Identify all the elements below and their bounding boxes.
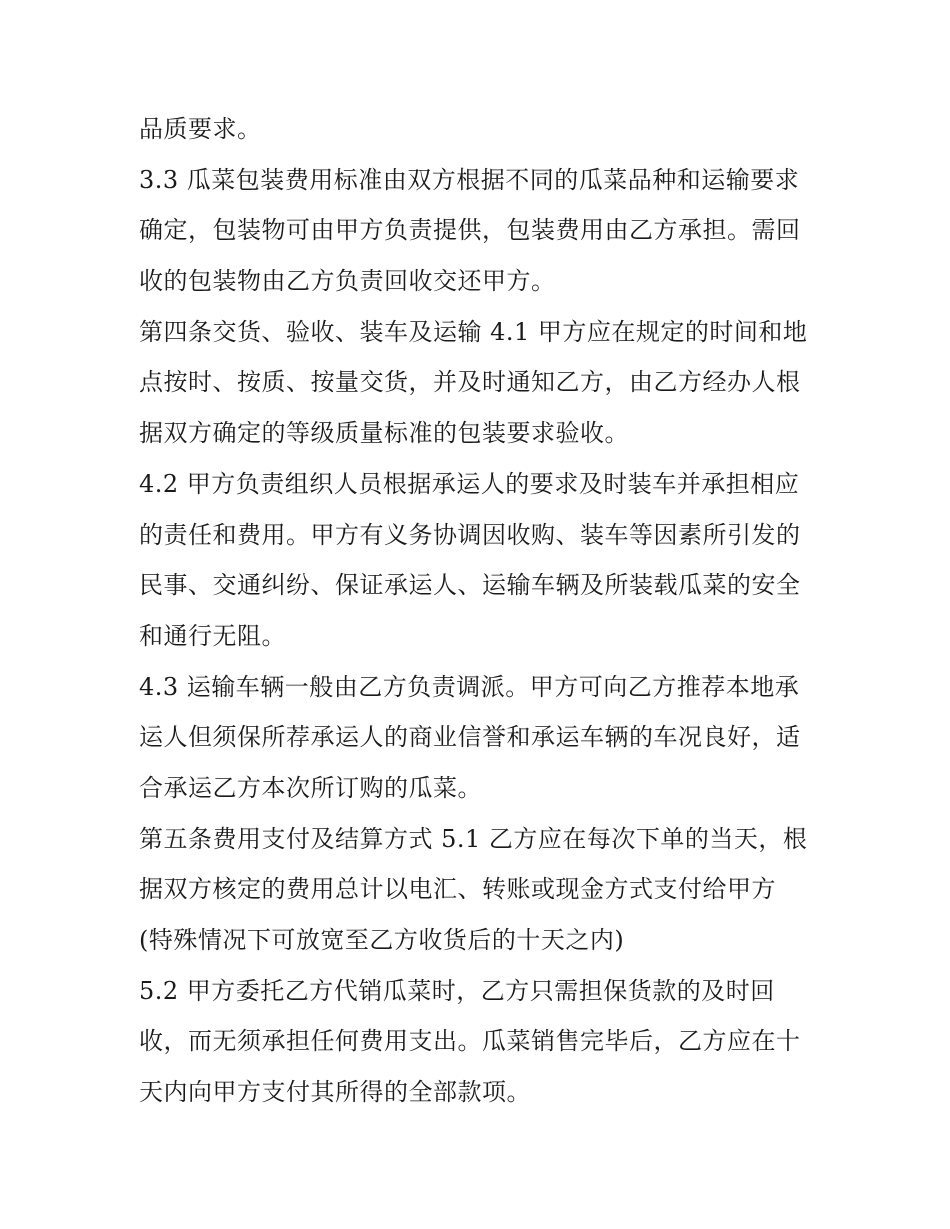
text-line: 4.3 运输车辆一般由乙方负责调派。甲方可向乙方推荐本地承 [139, 672, 800, 701]
text-line: 收的包装物由乙方负责回收交还甲方。 [139, 267, 556, 296]
text-line: 第五条费用支付及结算方式 5.1 乙方应在每次下单的当天，根 [139, 824, 808, 853]
text-line: 品质要求。 [139, 115, 262, 143]
text-line: 据双方核定的费用总计以电汇、转账或现金方式支付给甲方 [139, 875, 776, 904]
text-line: 第四条交货、验收、装车及运输 4.1 甲方应在规定的时间和地 [139, 317, 808, 346]
text-line: 运人但须保所荐承运人的商业信誉和承运车辆的车况良好，适 [139, 723, 801, 752]
text-line: 的责任和费用。甲方有义务协调因收购、装车等因素所引发的 [139, 520, 801, 549]
text-line: 据双方确定的等级质量标准的包装要求验收。 [139, 419, 629, 448]
text-line: 3.3 瓜菜包装费用标准由双方根据不同的瓜菜品种和运输要求 [139, 165, 800, 194]
text-line: 确定，包装物可由甲方负责提供，包装费用由乙方承担。需回 [139, 216, 801, 245]
text-line: 民事、交通纠纷、保证承运人、运输车辆及所装载瓜菜的安全 [139, 571, 801, 600]
text-line: (特殊情况下可放宽至乙方收货后的十天之内) [139, 926, 625, 954]
text-line: 合承运乙方本次所订购的瓜菜。 [139, 773, 482, 802]
text-line: 5.2 甲方委托乙方代销瓜菜时，乙方只需担保货款的及时回 [139, 976, 775, 1005]
text-line: 收，而无须承担任何费用支出。瓜菜销售完毕后，乙方应在十 [139, 1027, 801, 1056]
document-body [139, 104, 819, 1118]
text-line: 天内向甲方支付其所得的全部款项。 [139, 1078, 531, 1107]
text-line: 4.2 甲方负责组织人员根据承运人的要求及时装车并承担相应 [139, 469, 800, 498]
text-line: 和通行无阻。 [139, 621, 286, 650]
text-line: 点按时、按质、按量交货，并及时通知乙方，由乙方经办人根 [139, 368, 801, 397]
